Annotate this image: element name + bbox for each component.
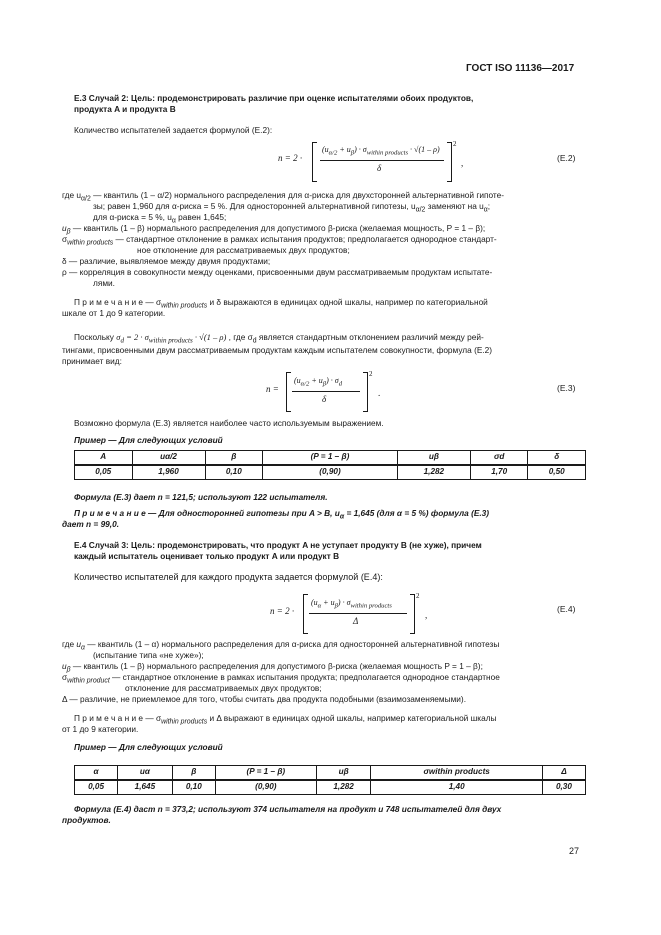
e4-header-cell: Δ bbox=[542, 766, 585, 781]
e4-header-cell: (P = 1 – β) bbox=[215, 766, 316, 781]
e3-value-cell: 0,10 bbox=[205, 465, 263, 480]
definition-rho: ρ — корреляция в совокупности между оценками, присвоенными двум рассматриваемым продуктам испытате- bbox=[62, 267, 493, 277]
e4-header-cell: uβ bbox=[316, 766, 371, 781]
definition-delta-e4: Δ — различие, не приемлемое для того, чтобы считать два продукта подобными (взаимозаменяемыми). bbox=[62, 694, 466, 704]
definition-u-alpha-line2: (испытание типа «не хуже»); bbox=[93, 650, 204, 660]
definition-rho-line2: лями. bbox=[93, 278, 115, 288]
e4-value-cell: 1,645 bbox=[118, 780, 173, 795]
definition-u-alpha2: где $u_{\alpha/2}$ — квантиль (1 – α/2) нормального распределения для α-риска для двухсторонней альтернативной гипоте- bbox=[62, 190, 505, 203]
e3-value-cell: 1,960 bbox=[132, 465, 205, 480]
e3-header-cell: σd bbox=[470, 451, 528, 466]
e3-note: П р и м е ч а н и е — $\sigma_{within products}$ и δ выражаются в единицах одной шкалы, например по категориальной bbox=[74, 297, 488, 310]
equation-number-e4: (Е.4) bbox=[557, 604, 576, 614]
page-number: 27 bbox=[569, 846, 580, 856]
definition-u-alpha2-line2: зы; равен 1,960 для α-риска = 5 %. Для односторонней альтернативной гипотезы, $u_{\alpha/2}$ заменяют на $u_\alpha$; bbox=[93, 201, 491, 214]
section-e4-title-line2: каждый испытатель оценивает только продукт A или продукт B bbox=[74, 551, 340, 561]
e3-header-cell: A bbox=[75, 451, 133, 466]
e4-intro: Количество испытателей для каждого продукта задается формулой (Е.4): bbox=[74, 572, 383, 582]
e3-intro: Количество испытателей задается формулой (Е.2): bbox=[74, 125, 273, 135]
definition-u-alpha2-line3: для α-риска = 5 %, $u_\alpha$ равен 1,645; bbox=[93, 212, 227, 225]
e4-result: Формула (Е.4) даст n = 373,2; используют 374 испытателя на продукт и 748 испытателей для двух bbox=[74, 804, 502, 814]
e4-header-cell: uα bbox=[118, 766, 173, 781]
e3-header-cell: δ bbox=[528, 451, 586, 466]
since-paragraph-line2: тингами, присвоенными двум рассматриваемым продуктам каждым испытателем совокупности, формула (Е.2) bbox=[62, 345, 493, 355]
definition-sigma-within-e4: $\sigma_{within product}$ — стандартное отклонение в рамках испытания продукта; предполагается однородное стандартное bbox=[62, 672, 500, 685]
e4-header-cell: β bbox=[172, 766, 215, 781]
e4-value-cell: 0,30 bbox=[542, 780, 585, 795]
e3-header-cell: β bbox=[205, 451, 263, 466]
e3-note2: П р и м е ч а н и е — Для односторонней гипотезы при A > B, $u_\alpha = 1,645$ (для α = 5 %) формула (Е.3) bbox=[74, 508, 490, 521]
section-e3-title-line1: Е.3 Случай 2: Цель: продемонстрировать различие при оценке испытателями обоих продуктов, bbox=[74, 93, 474, 103]
e4-note-line2: от 1 до 9 категории. bbox=[62, 724, 139, 734]
definition-u-beta-e4: $u_\beta$ — квантиль (1 – β) нормального распределения для допустимого β-риска (желаемая мощность P = 1 – β); bbox=[62, 661, 483, 674]
e3-example-title: Пример — Для следующих условий bbox=[74, 435, 223, 445]
section-e4-title-line1: Е.4 Случай 3: Цель: продемонстрировать, что продукт A не уступает продукту B (не хуже), причем bbox=[74, 540, 482, 550]
definition-delta: δ — различие, выявляемое между двумя продуктами; bbox=[62, 256, 271, 266]
e4-note: П р и м е ч а н и е — $\sigma_{within products}$ и Δ выражают в единицах одной шкалы, например категориальной шкалы bbox=[74, 713, 497, 726]
e3-header-cell: (P = 1 – β) bbox=[263, 451, 398, 466]
e3-possible-text: Возможно формула (Е.3) является наиболее часто используемым выражением. bbox=[74, 418, 384, 428]
e4-value-cell: 1,40 bbox=[371, 780, 542, 795]
definition-sigma-within-line2: ное отклонение для рассматриваемых двух продуктов; bbox=[137, 245, 350, 255]
definition-sigma-within-e4-line2: отклонение для рассматриваемых двух продуктов; bbox=[125, 683, 322, 693]
e3-value-cell: 1,282 bbox=[397, 465, 470, 480]
since-paragraph-line3: принимает вид: bbox=[62, 356, 122, 366]
definition-u-alpha: где $u_\alpha$ — квантиль (1 – α) нормального распределения для α-риска для односторонней альтернативной гипотезы bbox=[62, 639, 500, 652]
e4-value-cell: 1,282 bbox=[316, 780, 371, 795]
definition-sigma-within: $\sigma_{within products}$ — стандартное отклонение в рамках испытания продуктов; предполагается однородное стандарт- bbox=[62, 234, 497, 247]
equation-number-e3: (Е.3) bbox=[557, 383, 576, 393]
e3-value-cell: 1,70 bbox=[470, 465, 528, 480]
e4-example-title: Пример — Для следующих условий bbox=[74, 742, 223, 752]
e4-example-table bbox=[74, 765, 586, 795]
e3-value-cell: 0,05 bbox=[75, 465, 133, 480]
e3-note-line2: шкале от 1 до 9 категории. bbox=[62, 308, 166, 318]
e4-result-line2: продуктов. bbox=[62, 815, 111, 825]
e3-value-cell: 0,50 bbox=[528, 465, 586, 480]
e3-header-cell: uβ bbox=[397, 451, 470, 466]
e3-value-cell: (0,90) bbox=[263, 465, 398, 480]
e4-value-cell: 0,10 bbox=[172, 780, 215, 795]
e4-value-cell: 0,05 bbox=[75, 780, 118, 795]
since-paragraph: Поскольку $\sigma_d = 2 \cdot \sigma_{within products} \cdot √(1 - \rho)$ , где $\sigma_d$ является стандартным отклонением различий между рей- bbox=[74, 332, 484, 345]
e4-value-cell: (0,90) bbox=[215, 780, 316, 795]
e4-header-cell: α bbox=[75, 766, 118, 781]
e4-header-cell: σwithin products bbox=[371, 766, 542, 781]
equation-number-e2: (Е.2) bbox=[557, 153, 576, 163]
e3-example-table bbox=[74, 450, 586, 480]
e3-result: Формула (Е.3) дает n = 121,5; используют 122 испытателя. bbox=[74, 492, 328, 502]
section-e3-title-line2: продукта A и продукта B bbox=[74, 104, 176, 114]
e3-note2-line2: дает n = 99,0. bbox=[62, 519, 120, 529]
standard-number: ГОСТ ISO 11136—2017 bbox=[466, 63, 575, 74]
definition-u-beta: $u_\beta$ — квантиль (1 – β) нормального распределения для допустимого β-риска (желаемая мощность, P = 1 – β); bbox=[62, 223, 486, 236]
e3-header-cell: uα/2 bbox=[132, 451, 205, 466]
